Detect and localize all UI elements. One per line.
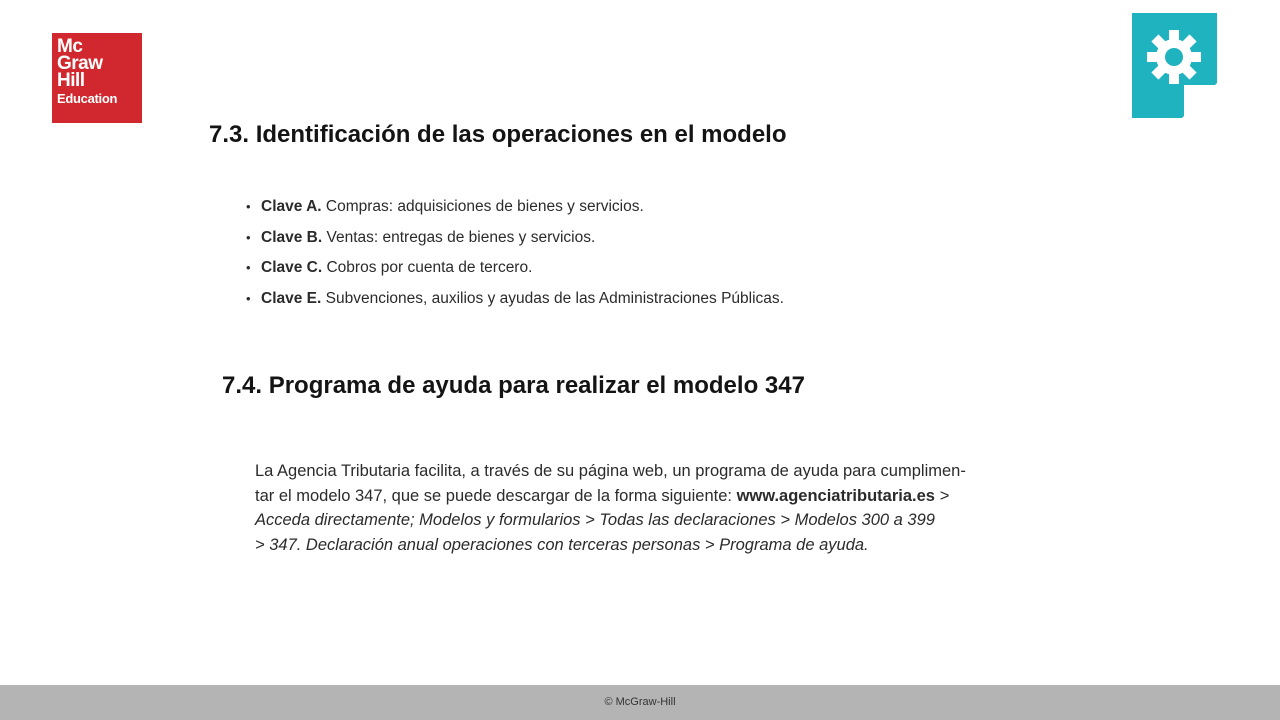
clave-key: Clave B. [261,228,323,246]
help-program-paragraph [255,459,1030,557]
logo-line-hill: Hill [57,70,85,91]
gear-document-icon [1132,13,1217,118]
list-item [246,256,784,287]
agencia-tributaria-link: www.agenciatributaria.es [736,486,935,505]
clave-key: Clave C. [261,259,323,277]
claves-list [246,195,784,318]
copyright-text: © McGraw-Hill [604,696,676,708]
bullet-icon: • [246,260,251,276]
section-7-3-title: 7.3. Identificación de las operaciones en el modelo [209,121,787,148]
logo-line-mc: Mc [57,36,83,57]
list-item [246,226,784,257]
clave-text: Cobros por cuenta de tercero. [322,259,533,277]
paragraph-line-4: > 347. Declaración anual operaciones con terceras personas > Programa de ayuda. [255,535,869,554]
bullet-icon: • [246,199,251,214]
logo-line-education: Education [57,91,118,106]
paragraph-line-3: Acceda directamente; Modelos y formularios > Todas las declaraciones > Modelos 300 a 399 [255,511,935,529]
list-item [246,287,784,318]
list-item [246,195,784,226]
paragraph-line-1: La Agencia Tributaria facilita, a través de su página web, un programa de ayuda para cumplimen- [255,462,966,480]
paragraph-line-2-end: > [934,486,950,505]
logo-line-graw: Graw [57,53,103,74]
clave-text: Ventas: entregas de bienes y servicios. [322,228,596,246]
clave-text: Compras: adquisiciones de bienes y servicios. [321,198,644,215]
bullet-icon: • [246,229,251,245]
clave-text: Subvenciones, auxilios y ayudas de las Administraciones Públicas. [321,290,784,308]
bullet-icon: • [246,291,251,307]
section-7-4-title: 7.4. Programa de ayuda para realizar el modelo 347 [222,372,805,399]
mcgraw-hill-education-logo [52,33,142,123]
paragraph-line-2-text: tar el modelo 347, que se puede descargar de la forma siguiente: [255,486,737,505]
paragraph-line-2 [255,484,1030,509]
clave-key: Clave E. [261,290,322,308]
clave-key: Clave A. [261,198,322,215]
footer-bar [0,685,1280,720]
